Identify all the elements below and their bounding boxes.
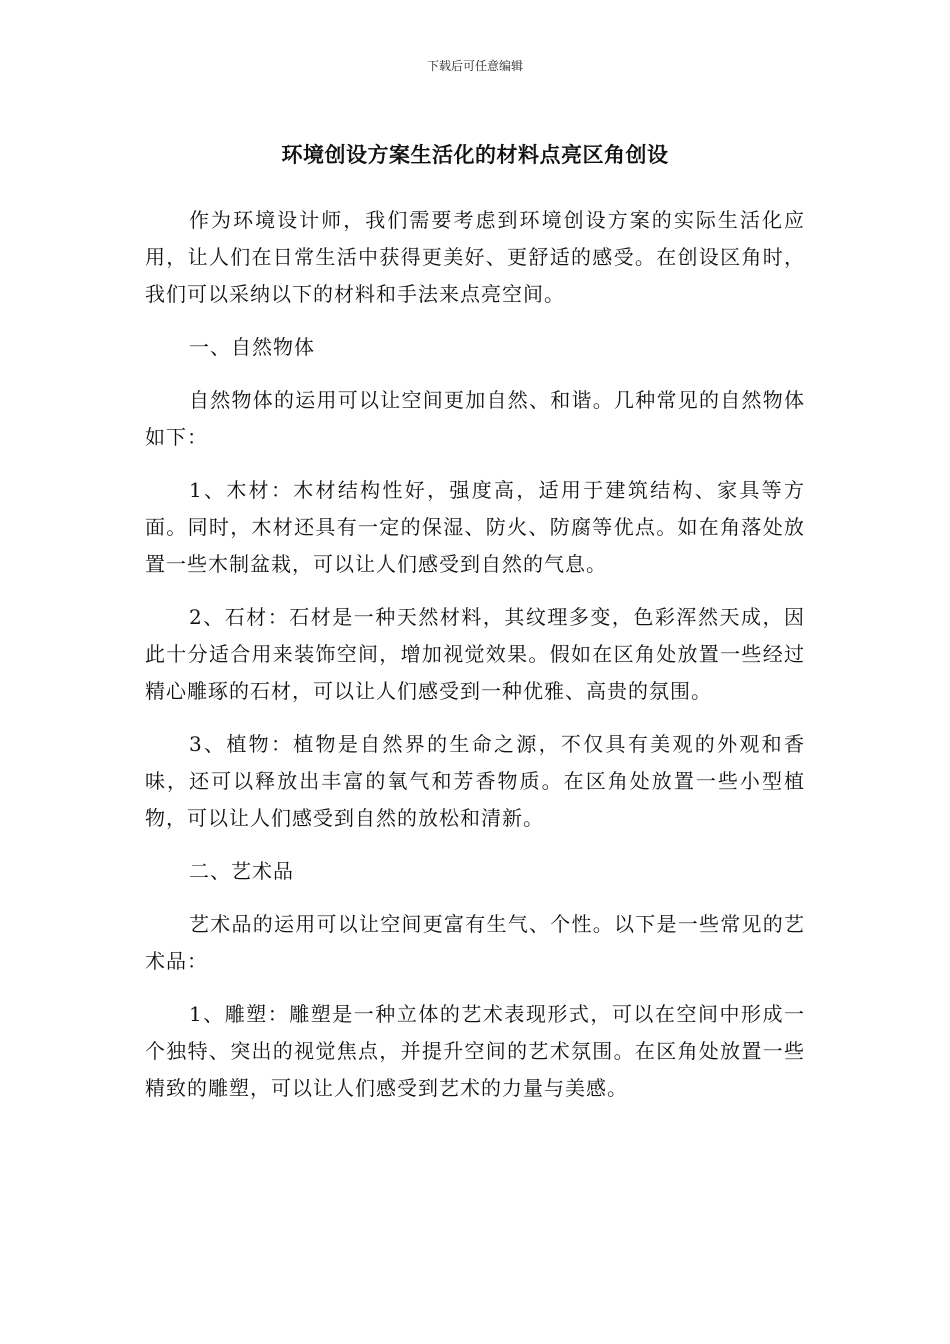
section-intro-natural-objects: 自然物体的运用可以让空间更加自然、和谐。几种常见的自然物体如下： bbox=[145, 388, 805, 449]
document-body bbox=[145, 202, 805, 1123]
list-item-plants: 3、植物：植物是自然界的生命之源，不仅具有美观的外观和香味，还可以释放出丰富的氧气和芳香物质。在区角处放置一些小型植物，可以让人们感受到自然的放松和清新。 bbox=[145, 732, 805, 830]
section-intro-artworks: 艺术品的运用可以让空间更富有生气、个性。以下是一些常见的艺术品： bbox=[145, 912, 805, 973]
section-heading-natural-objects: 一、自然物体 bbox=[189, 335, 315, 359]
document-title: 环境创设方案生活化的材料点亮区角创设 bbox=[281, 143, 669, 167]
list-item-stone: 2、石材：石材是一种天然材料，其纹理多变，色彩浑然天成，因此十分适合用来装饰空间，增加视觉效果。假如在区角处放置一些经过精心雕琢的石材，可以让人们感受到一种优雅、高贵的氛围。 bbox=[145, 605, 805, 703]
list-item-sculpture: 1、雕塑：雕塑是一种立体的艺术表现形式，可以在空间中形成一个独特、突出的视觉焦点，并提升空间的艺术氛围。在区角处放置一些精致的雕塑，可以让人们感受到艺术的力量与美感。 bbox=[145, 1002, 805, 1100]
list-item-wood: 1、木材：木材结构性好，强度高，适用于建筑结构、家具等方面。同时，木材还具有一定的保湿、防火、防腐等优点。如在角落处放置一些木制盆栽，可以让人们感受到自然的气息。 bbox=[145, 478, 805, 576]
intro-paragraph: 作为环境设计师，我们需要考虑到环境创设方案的实际生活化应用，让人们在日常生活中获得更美好、更舒适的感受。在创设区角时，我们可以采纳以下的材料和手法来点亮空间。 bbox=[145, 208, 805, 306]
header-note: 下载后可任意编辑 bbox=[426, 59, 523, 73]
section-heading-artworks: 二、艺术品 bbox=[189, 859, 294, 883]
